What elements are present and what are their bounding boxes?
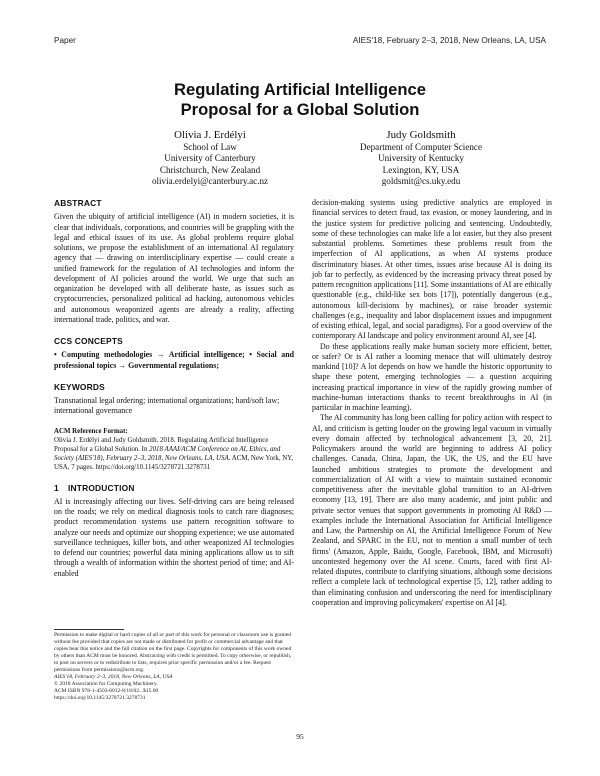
reference-format-text <box>54 436 294 472</box>
running-header-left: Paper <box>54 36 76 45</box>
introduction-text: AI is increasingly affecting our lives. Self-driving cars are being released on the roads; we rely on medical diagnosis tools to catch rare diagnoses; product recommendation systems use pattern recognition software to analyze our needs and optimize our shopping experience; we use automated surveillance techniques, killer bots, and other weaponized AI technologies to defend our countries; powerful data mining applications allow us to sift through a wealth of information within the shortest period of time; and AI-enabled <box>54 496 294 578</box>
author-affiliation: School of Law <box>183 142 237 152</box>
footnote-venue: AIES'18, February 2–3, 2018, New Orleans, LA, USA <box>54 674 173 680</box>
reference-format-heading: ACM Reference Format: <box>54 427 128 435</box>
body-paragraph: decision-making systems using predictive analytics are employed in financial services to detect fraud, tax evasion, or money laundering, and in the justice system for predictive policing and sentencing. Undoubtedly, some of these technologies can make life a lot easier, but they also present substantial problems. Sometimes these problems result from the imperfection of AI applications, as when AI systems produce discriminatory biases. At other times, issues arise because AI is doing its job far to perfectly, as evidenced by the increasing privacy threat posed by pattern recognition applications [11]. Some instantiations of AI are ethically questionable (e.g., child-like sex bots [17]), potentially dangerous (e.g., autonomous kill-decisions by machines), or raise broader systemic challenges (e.g., inequality and labor displacement issues and impugnment of existing ethical, legal, and social paradigms). For a good overview of the contemporary AI landscape and policy environment around AI, see [4]. <box>312 198 552 341</box>
section-number: 1 <box>54 482 59 493</box>
footnote-isbn: ACM ISBN 978-1-4503-6012-8/18/02...$15.00 <box>54 688 159 694</box>
author-block-1 <box>100 128 320 188</box>
section-title: INTRODUCTION <box>68 482 135 493</box>
author-location: Christchurch, New Zealand <box>159 164 261 175</box>
author-affiliation: Department of Computer Science <box>360 142 482 152</box>
introduction-heading <box>54 483 294 493</box>
author-name: Judy Goldsmith <box>386 129 456 141</box>
reference-rest: ACM, New York, NY, USA, 7 pages. https://doi.org/10.1145/3278721.3278731 <box>54 454 294 471</box>
ccs-concepts-text: • Computing methodologies → Artificial intelligence; • Social and professional topics → Governmental regulations; <box>54 350 294 370</box>
page-number: 95 <box>296 732 304 741</box>
permission-text: Permission to make digital or hard copies of all or part of this work for personal or classroom use is granted without fee provided that copies are not made or distributed for profit or commercial advantage and that copies bear this notice and the full citation on the first page. Copyrights for components of this work owned by others than ACM must be honored. Abstracting with credit is permitted. To copy otherwise, or republish, to post on servers or to redistribute to lists, requires prior specific permission and/or a fee. Request permissions from permissions@acm.org. <box>54 632 292 673</box>
keywords-heading: KEYWORDS <box>54 381 105 392</box>
reference-authors: Olivia J. Erdélyi and Judy Goldsmith. 2018. Regulating Artificial Intelligence Proposal for a Global Solution. In <box>54 436 269 453</box>
paper-title <box>0 80 600 120</box>
footnote-doi: https://doi.org/10.1145/3278721.3278731 <box>54 695 146 701</box>
reference-venue: 2018 AAAI/ACM Conference on AI, Ethics, and Society (AIES'18), February 2–3, 2018, New Orleans, LA, USA. <box>54 445 281 462</box>
footnote-copyright: © 2018 Association for Computing Machinery. <box>54 681 158 687</box>
left-column <box>54 198 294 579</box>
paper-title-line1: Regulating Artificial Intelligence <box>173 80 427 99</box>
abstract-text: Given the ubiquity of artificial intelligence (AI) in modern societies, it is clear that individuals, corporations, and countries will be grappling with the legal and ethical issues of its use. As global problems require global solutions, we propose the establishment of an international AI regulatory agency that — drawing on interdisciplinary expertise — could create a unified framework for the regulation of AI technologies and inform the development of AI policies around the world. We urge that such an organization be developed with all deliberate haste, as issues such as cryptocurrencies, personalized political ad hacking, autonomous vehicles and autonomous weaponized agents are already a reality, affecting international trade, politics, and war. <box>54 212 294 324</box>
keywords-text: Transnational legal ordering; international organizations; hard/soft law; international governance <box>54 396 280 416</box>
abstract-heading: ABSTRACT <box>54 198 102 208</box>
paper-title-line2: Proposal for a Global Solution <box>180 100 420 119</box>
author-email: olivia.erdelyi@canterbury.ac.nz <box>151 176 269 187</box>
permission-footnote <box>54 632 294 702</box>
author-name: Olivia J. Erdélyi <box>174 129 246 141</box>
ccs-heading: CCS CONCEPTS <box>54 336 123 346</box>
author-affiliation: University of Kentucky <box>378 153 464 164</box>
right-column <box>312 198 552 608</box>
author-email: goldsmit@cs.uky.edu <box>381 176 461 187</box>
footnote-divider <box>54 629 124 630</box>
author-location: Lexington, KY, USA <box>382 164 460 175</box>
author-block-2 <box>311 128 531 188</box>
author-affiliation: University of Canterbury <box>164 153 256 164</box>
body-paragraph: The AI community has long been calling for policy action with respect to AI, and criticism is getting louder on the growing legal vacuum in virtually every domain affected by technological advancement [3, 20, 21]. Policymakers around the world are beginning to address AI policy challenges. Canada, China, Japan, the UK, the US, and the EU have launched ambitious strategies to promote the development and commercialization of AI with a view to maintain sustained economic competitiveness after the inevitable global transition to an AI-driven economy [13, 19]. There are also many academic, and joint public and private sector venues that support governments in promoting AI R&D — examples include the International Association for Artificial Intelligence and Law, the Partnership on AI, the Artificial Intelligence Forum of New Zealand, and SPARC in the EU, not to mention a small number of tech firms' (Amazon, Apple, Baidu, Google, Facebook, IBM, and Microsoft) uncontested hegemony over the AI scene. Courts, faced with first AI-related disputes, contribute to clarifying situations, although some decisions reflect a complete lack of technological expertise [5, 12], rather adding to than eliminating confusion and underscoring the need for interdisciplinary cooperation and improving policymakers' expertise on AI [4]. <box>312 413 552 607</box>
body-paragraph: Do these applications really make human society more efficient, better, or safer? Or is AI rather a looming menace that will ultimately destroy mankind [10]? A lot depends on how we handle the historic opportunity to shape these potent, emerging technologies — a question acquiring increasing practical importance in view of the rapidly growing number of machine-human interactions thanks to recent breakthroughs in AI (in particular in machine learning). <box>312 341 552 412</box>
running-header-right: AIES'18, February 2–3, 2018, New Orleans, LA, USA <box>352 36 546 45</box>
